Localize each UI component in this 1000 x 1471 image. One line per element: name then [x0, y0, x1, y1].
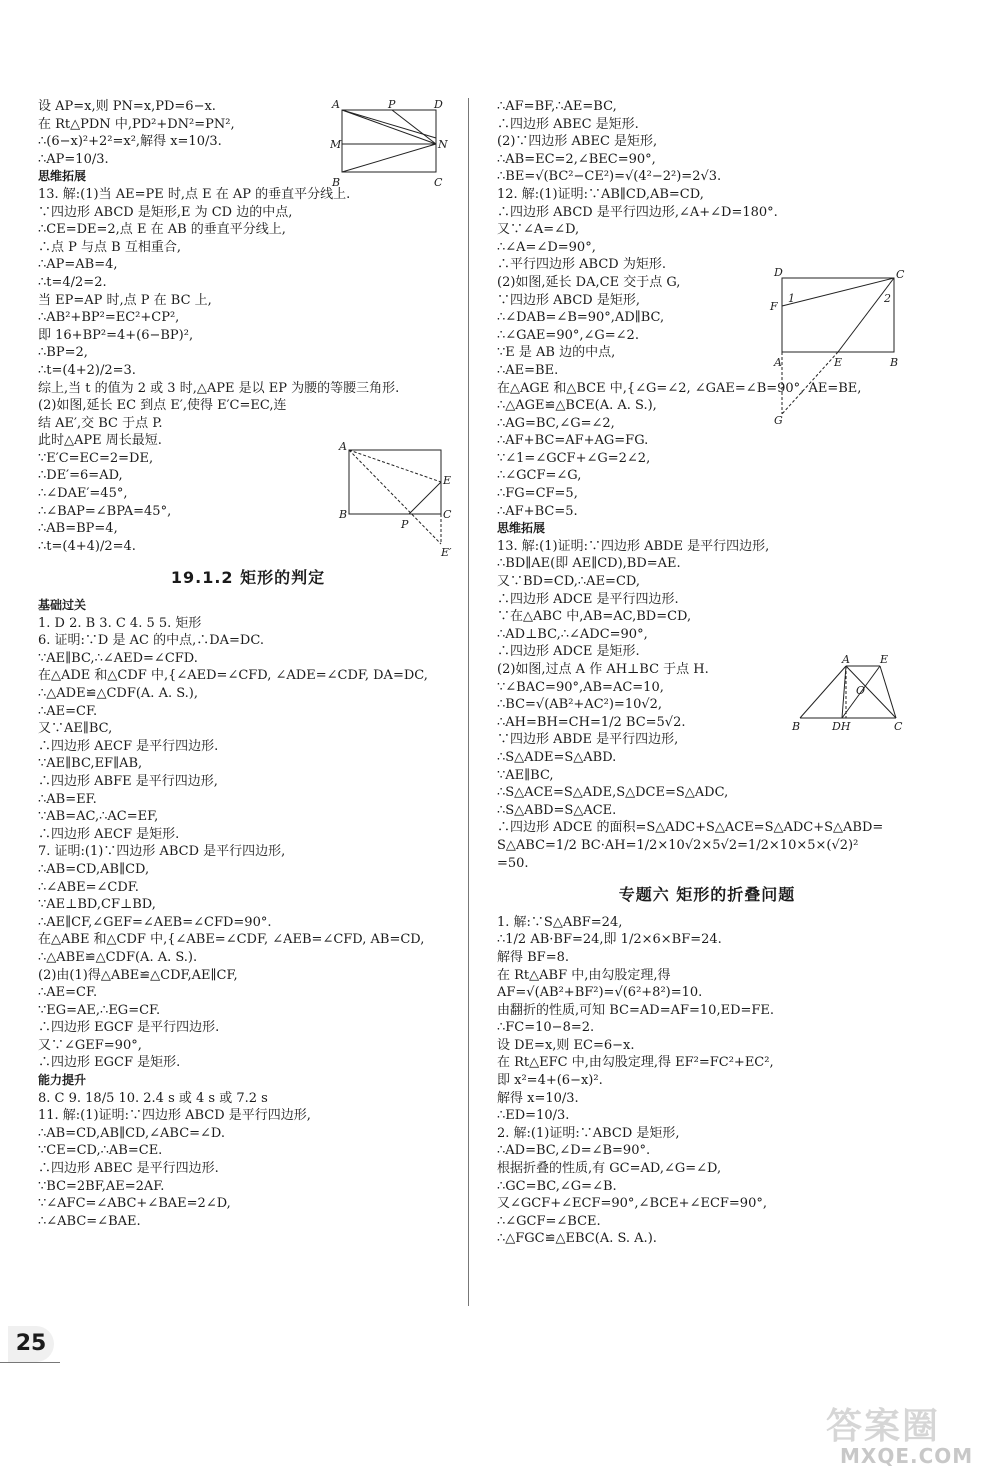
text-line: ∴四边形 EGCF 是矩形.: [38, 1055, 181, 1071]
text-line: ∴(6−x)²+2²=x²,解得 x=10/3.: [38, 134, 222, 150]
text-line: ∵四边形 ABCD 是矩形,: [497, 292, 640, 308]
fig3-label: C: [896, 268, 905, 281]
text-line: ∵AE⊥BD,CF⊥BD,: [38, 897, 156, 913]
text-line: 2. 解:(1)证明:∵ABCD 是矩形,: [497, 1125, 680, 1141]
fig3-label: B: [890, 356, 899, 369]
text-line: ∴t=(4+4)/2=4.: [38, 538, 136, 554]
text-line: 设 AP=x,则 PN=x,PD=6−x.: [38, 99, 216, 114]
text-line: ∴∠A=∠D=90°,: [497, 239, 596, 255]
figure-rectangle-extended: [768, 266, 908, 426]
text-line: 7. 证明:(1)∵四边形 ABCD 是平行四边形,: [38, 844, 286, 860]
text-line: 综上,当 t 的值为 2 或 3 时,△APE 是以 EP 为腰的等腰三角形.: [38, 380, 400, 396]
text-line: ∴∠ABE=∠CDF.: [38, 879, 139, 895]
fig2-label: A: [339, 440, 347, 453]
text-line: ∵AE∥BC,: [497, 767, 554, 783]
text-line: ∵∠AFC=∠ABC+∠BAE=2∠D,: [38, 1196, 231, 1212]
text-line: 1. D 2. B 3. C 4. 5 5. 矩形: [38, 615, 202, 631]
text-line: 13. 解:(1)当 AE=PE 时,点 E 在 AP 的垂直平分线上.: [38, 186, 351, 202]
text-line: ∴AB=EF.: [38, 791, 97, 807]
fig2-label: C: [443, 508, 452, 521]
text-line: ∴∠GCF=∠BCE.: [497, 1213, 601, 1229]
fig1-label: B: [332, 176, 341, 189]
fig2-label: E′: [441, 546, 452, 559]
text-line: 解得 BF=8.: [497, 949, 570, 965]
section-heading: 思维拓展: [38, 169, 87, 184]
text-line: ∴△ABE≌△CDF(A. A. S.).: [38, 949, 198, 965]
text-line: ∵BC=2BF,AE=2AF.: [38, 1178, 165, 1194]
page-number-rule: [0, 1362, 60, 1363]
text-line: ∴CE=DE=2,点 E 在 AB 的垂直平分线上,: [38, 222, 286, 238]
text-line: ∵在△ABC 中,AB=AC,BD=CD,: [497, 609, 692, 625]
fig2-line-ae: [349, 450, 441, 482]
text-line: ∵四边形 ABCD 是矩形,E 为 CD 边的中点,: [38, 204, 293, 220]
text-line: 又∵∠A=∠D,: [497, 222, 580, 238]
fig1-label: D: [434, 98, 443, 111]
text-line: 在 Rt△EFC 中,由勾股定理,得 EF²=FC²+EC²,: [497, 1055, 774, 1071]
text-line: ∴四边形 AECF 是平行四边形.: [38, 738, 219, 754]
text-line: ∴AG=BC,∠G=∠2,: [497, 415, 615, 431]
text-line: ∴AE=CF.: [38, 985, 98, 1001]
fig3-line-eg: [782, 352, 838, 414]
fig1-label: N: [438, 138, 448, 151]
text-line: AF=√(AB²+BF²)=√(6²+8²)=10.: [497, 985, 703, 1001]
fig1-label: M: [330, 138, 342, 151]
text-line: ∴四边形 EGCF 是平行四边形.: [38, 1020, 220, 1036]
fig2-label: B: [339, 508, 348, 521]
text-line: 当 EP=AP 时,点 P 在 BC 上,: [38, 292, 212, 308]
fig2-label: P: [401, 518, 409, 531]
text-line: 此时△APE 周长最短.: [38, 433, 162, 449]
fig3-line-fc: [782, 278, 894, 306]
watermark-url: MXQE.COM: [840, 1444, 974, 1468]
text-line: ∴∠DAB=∠B=90°,AD∥BC,: [497, 310, 665, 326]
fig2-label: E: [443, 474, 452, 487]
fig3-rect: [782, 278, 894, 352]
text-line: ∴AE=BE.: [497, 362, 559, 378]
text-line: ∴t=(4+2)/2=3.: [38, 362, 136, 378]
fig2-rect: [349, 450, 441, 514]
figure-triangle-parallelogram: [790, 654, 910, 734]
text-line: ∴四边形 ABEC 是平行四边形.: [38, 1161, 219, 1177]
text-line: ∵EG=AE,∴EG=CF.: [38, 1002, 161, 1018]
text-line: ∴AP=10/3.: [38, 151, 109, 167]
text-line: ∵E′C=EC=2=DE,: [38, 450, 154, 466]
figure-rectangle-folding-1: [330, 98, 450, 190]
text-line: 即 16+BP²=4+(6−BP)²,: [38, 327, 194, 343]
text-line: ∴△AGE≌△BCE(A. A. S.),: [497, 398, 657, 414]
text-line: ∴FC=10−8=2.: [497, 1020, 595, 1036]
column-divider: [468, 98, 469, 1306]
fig1-rect: [342, 110, 436, 172]
text-line: ∴S△ACE=S△ADE,S△DCE=S△ADC,: [497, 785, 729, 801]
text-line: 1. 解:∵S△ABF=24,: [497, 914, 623, 930]
text-line: ∴t=4/2=2.: [38, 274, 107, 290]
text-line: ∵AB=AC,∴AC=EF,: [38, 809, 159, 825]
text-line: ∵四边形 ABDE 是平行四边形,: [497, 732, 679, 748]
fig3-label: A: [774, 356, 782, 369]
text-line: ∴四边形 ADCE 是平行四边形.: [497, 591, 679, 607]
text-line: ∴AF=BF,∴AE=BC,: [497, 99, 617, 114]
section-title: 19.1.2 矩形的判定: [170, 568, 326, 588]
text-line: ∴BD∥AE(即 AE∥CD),BD=AE.: [497, 556, 681, 572]
fig3-label: D: [774, 266, 783, 279]
fig4-label: O: [856, 684, 866, 697]
text-line: 在 Rt△PDN 中,PD²+DN²=PN²,: [38, 116, 235, 132]
fig4-line-ab: [800, 666, 846, 718]
fig1-label: P: [388, 98, 396, 111]
text-line: ∴S△ABD=S△ACE.: [497, 802, 617, 818]
text-line: S△ABC=1/2 BC·AH=1/2×10√2×5√2=1/2×10×5×(√2)²: [497, 837, 859, 853]
fig4-label: DH: [832, 720, 851, 733]
fig3-line-ce: [838, 278, 894, 352]
text-line: ∵∠BAC=90°,AB=AC=10,: [497, 679, 664, 695]
text-line: 8. C 9. 18/5 10. 2.4 s 或 4 s 或 7.2 s: [38, 1090, 268, 1106]
text-line: 11. 解:(1)证明:∵四边形 ABCD 是平行四边形,: [38, 1108, 311, 1124]
text-line: ∴AH=BH=CH=1/2 BC=5√2.: [497, 714, 686, 730]
text-line: ∴点 P 与点 B 互相重合,: [38, 239, 181, 255]
text-line: 又∵∠GEF=90°,: [38, 1037, 142, 1053]
text-line: ∴∠ABC=∠BAE.: [38, 1213, 141, 1229]
text-line: ∴四边形 AECF 是矩形.: [38, 826, 180, 842]
fig2-line-ae-prime: [349, 450, 441, 544]
text-line: ∴四边形 ABCD 是平行四边形,∠A+∠D=180°.: [497, 204, 778, 220]
text-line: ∴四边形 ABFE 是平行四边形,: [38, 773, 218, 789]
text-line: ∴DE′=6=AD,: [38, 468, 123, 484]
text-line: 即 x²=4+(6−x)².: [497, 1073, 603, 1089]
text-line: (2)如图,延长 EC 到点 E′,使得 E′C=EC,连: [38, 398, 287, 414]
text-line: ∴AF+BC=AF+AG=FG.: [497, 433, 649, 449]
fig1-label: C: [434, 176, 443, 189]
text-line: ∴∠GCF=∠G,: [497, 468, 582, 484]
text-line: ∴∠DAE′=45°,: [38, 486, 128, 502]
fig1-line-ap: [342, 110, 436, 138]
text-line: =50.: [497, 855, 529, 871]
fig3-label: F: [770, 300, 778, 313]
fig3-label: E: [834, 356, 843, 369]
text-line: ∴BP=2,: [38, 345, 88, 361]
fig2-line-pe: [409, 482, 441, 514]
page-number: 25: [8, 1326, 54, 1362]
text-line: ∴△FGC≌△EBC(A. S. A.).: [497, 1231, 657, 1247]
text-line: ∴∠GAE=90°,∠G=∠2.: [497, 327, 639, 343]
text-line: ∴AB=CD,AB∥CD,: [38, 861, 150, 877]
text-line: 根据折叠的性质,有 GC=AD,∠G=∠D,: [497, 1161, 722, 1177]
text-line: 解得 x=10/3.: [497, 1090, 579, 1106]
text-line: 又∠GCF+∠ECF=90°,∠BCE+∠ECF=90°,: [497, 1196, 767, 1212]
text-line: ∴四边形 ABEC 是矩形.: [497, 116, 639, 132]
text-line: 13. 解:(1)证明:∵四边形 ABDE 是平行四边形,: [497, 538, 770, 554]
fig4-label: E: [880, 654, 889, 666]
text-line: ∴AD=BC,∠D=∠B=90°.: [497, 1143, 651, 1159]
text-line: ∵CE=CD,∴AB=CE.: [38, 1143, 163, 1159]
text-line: (2)如图,延长 DA,CE 交于点 G,: [497, 274, 681, 290]
fig1-line-an: [342, 110, 436, 144]
text-line: ∴平行四边形 ABCD 为矩形.: [497, 257, 666, 273]
fig1-label: A: [332, 98, 340, 111]
text-line: ∴AE∥CF,∠GEF=∠AEB=∠CFD=90°.: [38, 914, 272, 930]
section-heading: 思维拓展: [497, 521, 546, 536]
left-column: [38, 98, 458, 1230]
fig4-line-ad: [842, 666, 846, 718]
fig1-line-bn: [342, 144, 436, 172]
text-line: ∵AE∥BC,∴∠AED=∠CFD.: [38, 650, 198, 666]
figure-rectangle-folding-2: [335, 438, 455, 560]
text-line: ∵∠1=∠GCF+∠G=2∠2,: [497, 450, 651, 466]
text-line: ∴△ADE≌△CDF(A. A. S.),: [38, 686, 199, 701]
fig4-label: B: [792, 720, 801, 733]
text-line: ∴1/2 AB·BF=24,即 1/2×6×BF=24.: [497, 932, 722, 948]
text-line: 设 DE=x,则 EC=6−x.: [497, 1037, 635, 1053]
section-title: 专题六 矩形的折叠问题: [618, 885, 796, 905]
text-line: ∴AB²+BP²=EC²+CP²,: [38, 310, 180, 326]
fig3-label: 2: [884, 292, 891, 305]
text-line: (2)如图,过点 A 作 AH⊥BC 于点 H.: [497, 662, 709, 677]
fig3-label: 1: [788, 292, 795, 305]
text-line: 又∵BD=CD,∴AE=CD,: [497, 574, 640, 590]
text-line: ∴ED=10/3.: [497, 1108, 570, 1124]
text-line: 在△AGE 和△BCE 中,{∠G=∠2, ∠GAE=∠B=90°, AE=BE,: [497, 380, 862, 396]
text-line: ∴FG=CF=5,: [497, 486, 578, 502]
text-line: ∴AE=CF.: [38, 703, 98, 719]
fig4-label: A: [842, 654, 850, 666]
text-line: ∴AP=AB=4,: [38, 257, 118, 273]
text-line: ∴∠BAP=∠BPA=45°,: [38, 503, 172, 519]
text-line: ∴AB=CD,AB∥CD,∠ABC=∠D.: [38, 1125, 226, 1141]
fig3-label: G: [774, 414, 783, 426]
text-line: ∴AD⊥BC,∴∠ADC=90°,: [497, 626, 648, 642]
fig4-label: C: [894, 720, 903, 733]
text-line: (2)由(1)得△ABE≌△CDF,AE∥CF,: [38, 967, 238, 983]
text-line: ∴四边形 ADCE 的面积=S△ADC+S△ACE=S△ADC+S△ABD=: [497, 820, 884, 836]
text-line: ∴BE=√(BC²−CE²)=√(4²−2²)=2√3.: [497, 169, 722, 185]
text-line: 在△ABE 和△CDF 中,{∠ABE=∠CDF, ∠AEB=∠CFD, AB=CD,: [38, 932, 425, 948]
text-line: 又∵AE∥BC,: [38, 721, 113, 737]
text-line: 结 AE′,交 BC 于点 P.: [38, 415, 163, 431]
text-line: 由翻折的性质,可知 BC=AD=AF=10,ED=FE.: [497, 1002, 775, 1018]
text-line: ∴AB=BP=4,: [38, 521, 118, 537]
text-line: ∵E 是 AB 边的中点,: [497, 345, 616, 361]
watermark-logo: 答案圈: [826, 1406, 941, 1447]
text-line: (2)∵四边形 ABEC 是矩形,: [497, 134, 658, 150]
text-line: ∴AF+BC=5.: [497, 503, 578, 519]
text-line: ∴S△ADE=S△ABD.: [497, 749, 617, 765]
text-line: 6. 证明:∵D 是 AC 的中点,∴DA=DC.: [38, 633, 264, 649]
text-line: ∵AE∥BC,EF∥AB,: [38, 756, 143, 772]
text-line: ∴BC=√(AB²+AC²)=10√2,: [497, 697, 663, 713]
text-line: ∴四边形 ADCE 是矩形.: [497, 644, 640, 660]
text-line: 12. 解:(1)证明:∵AB∥CD,AB=CD,: [497, 186, 704, 202]
text-line: 在 Rt△ABF 中,由勾股定理,得: [497, 967, 671, 983]
section-heading: 基础过关: [38, 598, 87, 613]
section-heading: 能力提升: [38, 1073, 87, 1088]
text-line: ∴GC=BC,∠G=∠B.: [497, 1178, 617, 1194]
text-line: 在△ADE 和△CDF 中,{∠AED=∠CFD, ∠ADE=∠CDF, DA=DC,: [38, 668, 428, 684]
text-line: ∴AB=EC=2,∠BEC=90°,: [497, 151, 656, 167]
